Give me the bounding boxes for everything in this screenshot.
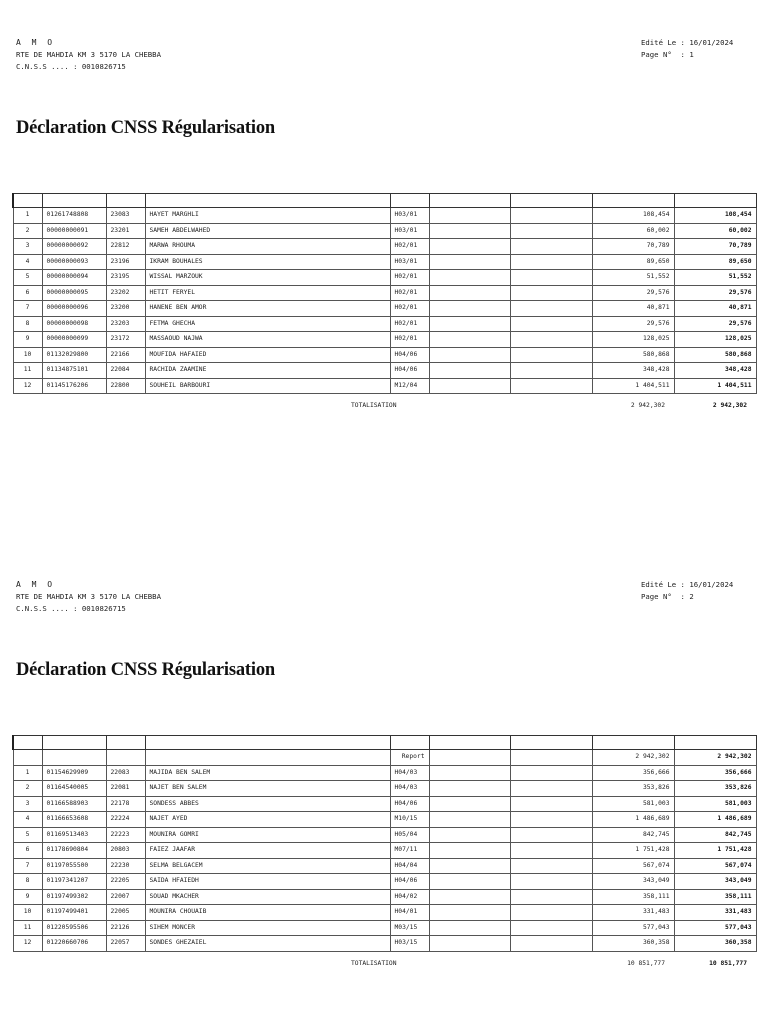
salary-amount: 581,003 bbox=[592, 796, 674, 812]
table-row bbox=[13, 843, 756, 859]
matricule: 01154629909 bbox=[42, 765, 106, 781]
row-number: 6 bbox=[13, 285, 42, 301]
salary-amount: 348,428 bbox=[592, 363, 674, 379]
salary-amount: 40,871 bbox=[592, 301, 674, 317]
page-number: Page N° : 2 bbox=[641, 592, 694, 601]
matricule: 01178690804 bbox=[42, 843, 106, 859]
empty-cell bbox=[510, 796, 592, 812]
totalisation-label: TOTALISATION bbox=[351, 402, 397, 409]
matricule: 01197499401 bbox=[42, 905, 106, 921]
employee-code: 23203 bbox=[106, 316, 145, 332]
matricule: 00000000094 bbox=[42, 270, 106, 286]
salary-amount: 108,454 bbox=[592, 208, 674, 224]
header-cell bbox=[145, 194, 390, 208]
page-number: Page N° : 1 bbox=[641, 50, 694, 59]
row-number: 7 bbox=[13, 858, 42, 874]
salary-total: 89,650 bbox=[674, 254, 756, 270]
employee-name: WISSAL MARZOUK bbox=[145, 270, 390, 286]
empty-cell bbox=[510, 781, 592, 797]
edit-date: Edité Le : 16/01/2024 bbox=[641, 580, 734, 589]
employee-name: SOUAD MKACHER bbox=[145, 889, 390, 905]
salary-total: 348,428 bbox=[674, 363, 756, 379]
company-address: RTE DE MAHDIA KM 3 5170 LA CHEBBA bbox=[16, 592, 161, 601]
employee-code: 23196 bbox=[106, 254, 145, 270]
period-code: H02/01 bbox=[390, 332, 429, 348]
empty-cell bbox=[510, 208, 592, 224]
empty-cell bbox=[510, 812, 592, 828]
employee-name: SIHEM MONCER bbox=[145, 920, 390, 936]
empty-cell bbox=[429, 858, 510, 874]
employee-name: MOUFIDA HAFAIED bbox=[145, 347, 390, 363]
employee-name: SAIDA HFAIEDH bbox=[145, 874, 390, 890]
table-row bbox=[13, 285, 756, 301]
header-cell bbox=[674, 194, 756, 208]
salary-total: 1 751,428 bbox=[674, 843, 756, 859]
employee-name: FAIEZ JAAFAR bbox=[145, 843, 390, 859]
salary-total: 29,576 bbox=[674, 316, 756, 332]
period-code: H02/01 bbox=[390, 270, 429, 286]
table-header-row bbox=[13, 194, 756, 208]
table-row bbox=[13, 316, 756, 332]
salary-amount: 89,650 bbox=[592, 254, 674, 270]
empty-cell bbox=[510, 827, 592, 843]
period-code: H02/01 bbox=[390, 316, 429, 332]
table-row bbox=[13, 920, 756, 936]
salary-total: 360,358 bbox=[674, 936, 756, 952]
salary-total: 577,043 bbox=[674, 920, 756, 936]
header-cell bbox=[674, 736, 756, 750]
empty-cell bbox=[510, 920, 592, 936]
salary-total: 580,868 bbox=[674, 347, 756, 363]
row-number: 1 bbox=[13, 765, 42, 781]
employee-name: HETIT FERYEL bbox=[145, 285, 390, 301]
employee-name: RACHIDA ZAAMINE bbox=[145, 363, 390, 379]
employee-code: 22084 bbox=[106, 363, 145, 379]
matricule: 01166588903 bbox=[42, 796, 106, 812]
row-number: 9 bbox=[13, 332, 42, 348]
salary-amount: 1 751,428 bbox=[592, 843, 674, 859]
employee-name: MOUNIRA GOMRI bbox=[145, 827, 390, 843]
period-code: M10/15 bbox=[390, 812, 429, 828]
salary-total: 358,111 bbox=[674, 889, 756, 905]
table-row bbox=[13, 363, 756, 379]
header-cell bbox=[429, 194, 510, 208]
empty-cell bbox=[429, 332, 510, 348]
period-code: M07/11 bbox=[390, 843, 429, 859]
period-code: M03/15 bbox=[390, 920, 429, 936]
employee-code: 22223 bbox=[106, 827, 145, 843]
period-code: H02/01 bbox=[390, 239, 429, 255]
row-number: 7 bbox=[13, 301, 42, 317]
page-title: Déclaration CNSS Régularisation bbox=[16, 660, 275, 680]
salary-amount: 29,576 bbox=[592, 316, 674, 332]
empty-cell bbox=[429, 378, 510, 394]
period-code: H03/15 bbox=[390, 936, 429, 952]
empty-cell bbox=[429, 285, 510, 301]
salary-amount: 51,552 bbox=[592, 270, 674, 286]
empty-cell bbox=[429, 781, 510, 797]
table-row bbox=[13, 378, 756, 394]
salary-amount: 567,074 bbox=[592, 858, 674, 874]
empty-cell bbox=[510, 316, 592, 332]
employee-code: 23195 bbox=[106, 270, 145, 286]
company-header bbox=[16, 37, 161, 73]
matricule: 00000000092 bbox=[42, 239, 106, 255]
header-cell bbox=[42, 194, 106, 208]
salary-amount: 580,868 bbox=[592, 347, 674, 363]
table-row bbox=[13, 270, 756, 286]
matricule: 01134875101 bbox=[42, 363, 106, 379]
totalisation-row bbox=[12, 402, 755, 414]
empty-cell bbox=[429, 936, 510, 952]
empty-cell bbox=[510, 223, 592, 239]
period-code: H03/01 bbox=[390, 223, 429, 239]
salary-total: 356,666 bbox=[674, 765, 756, 781]
empty-cell bbox=[510, 347, 592, 363]
row-number: 10 bbox=[13, 347, 42, 363]
empty-cell bbox=[429, 270, 510, 286]
report-amount: 2 942,302 bbox=[592, 750, 674, 766]
declaration-table bbox=[12, 735, 757, 952]
cnss-number: C.N.S.S .... : 0010826715 bbox=[16, 604, 126, 613]
employee-name: IKRAM BOUHALES bbox=[145, 254, 390, 270]
table-row bbox=[13, 858, 756, 874]
row-number: 5 bbox=[13, 827, 42, 843]
employee-code: 22083 bbox=[106, 765, 145, 781]
header-cell bbox=[429, 736, 510, 750]
empty-cell bbox=[429, 843, 510, 859]
empty-cell bbox=[510, 765, 592, 781]
totalisation-amount: 2 942,302 bbox=[630, 402, 665, 409]
table-row bbox=[13, 874, 756, 890]
matricule: 01197499302 bbox=[42, 889, 106, 905]
employee-code: 22007 bbox=[106, 889, 145, 905]
matricule: 01169513403 bbox=[42, 827, 106, 843]
employee-name: HAYET MARGHLI bbox=[145, 208, 390, 224]
empty-cell bbox=[510, 301, 592, 317]
salary-total: 108,454 bbox=[674, 208, 756, 224]
salary-total: 29,576 bbox=[674, 285, 756, 301]
salary-total: 353,826 bbox=[674, 781, 756, 797]
employee-code: 22178 bbox=[106, 796, 145, 812]
matricule: 01145176206 bbox=[42, 378, 106, 394]
empty-cell bbox=[510, 239, 592, 255]
matricule: 01220660706 bbox=[42, 936, 106, 952]
salary-total: 331,483 bbox=[674, 905, 756, 921]
employee-name: NAJET AYED bbox=[145, 812, 390, 828]
empty-cell bbox=[429, 301, 510, 317]
header-cell bbox=[145, 736, 390, 750]
row-number: 10 bbox=[13, 905, 42, 921]
header-cell bbox=[13, 736, 42, 750]
empty-cell bbox=[429, 827, 510, 843]
salary-amount: 360,358 bbox=[592, 936, 674, 952]
matricule: 01164540005 bbox=[42, 781, 106, 797]
row-number: 12 bbox=[13, 378, 42, 394]
empty-cell bbox=[429, 905, 510, 921]
empty-cell bbox=[429, 920, 510, 936]
matricule: 01261748808 bbox=[42, 208, 106, 224]
totalisation-amount: 10 851,777 bbox=[627, 960, 665, 967]
period-code: H04/02 bbox=[390, 889, 429, 905]
period-code: H02/01 bbox=[390, 301, 429, 317]
employee-code: 23202 bbox=[106, 285, 145, 301]
row-number: 4 bbox=[13, 812, 42, 828]
table-row bbox=[13, 905, 756, 921]
period-code: H04/04 bbox=[390, 858, 429, 874]
employee-code: 23172 bbox=[106, 332, 145, 348]
salary-total: 581,003 bbox=[674, 796, 756, 812]
empty-cell bbox=[429, 812, 510, 828]
empty-cell bbox=[510, 270, 592, 286]
totalisation-total: 10 851,777 bbox=[709, 960, 747, 967]
salary-amount: 70,789 bbox=[592, 239, 674, 255]
salary-total: 1 486,689 bbox=[674, 812, 756, 828]
empty-cell bbox=[429, 347, 510, 363]
employee-code: 22057 bbox=[106, 936, 145, 952]
matricule: 01132029800 bbox=[42, 347, 106, 363]
employee-code: 22205 bbox=[106, 874, 145, 890]
header-cell bbox=[13, 194, 42, 208]
salary-amount: 358,111 bbox=[592, 889, 674, 905]
period-code: H04/03 bbox=[390, 765, 429, 781]
table-row bbox=[13, 827, 756, 843]
empty-cell bbox=[510, 843, 592, 859]
employee-code: 23201 bbox=[106, 223, 145, 239]
employee-name: SOUHEIL BARBOURI bbox=[145, 378, 390, 394]
row-number: 9 bbox=[13, 889, 42, 905]
salary-total: 128,025 bbox=[674, 332, 756, 348]
employee-name: SELMA BELGACEM bbox=[145, 858, 390, 874]
table-row bbox=[13, 781, 756, 797]
empty-cell bbox=[510, 254, 592, 270]
table-row bbox=[13, 301, 756, 317]
employee-code: 22800 bbox=[106, 378, 145, 394]
employee-name: SONDES GHEZAIEL bbox=[145, 936, 390, 952]
empty-cell bbox=[429, 889, 510, 905]
company-address: RTE DE MAHDIA KM 3 5170 LA CHEBBA bbox=[16, 50, 161, 59]
table-row bbox=[13, 332, 756, 348]
empty-cell bbox=[145, 750, 390, 766]
salary-amount: 60,002 bbox=[592, 223, 674, 239]
header-cell bbox=[106, 194, 145, 208]
matricule: 00000000096 bbox=[42, 301, 106, 317]
period-code: H04/06 bbox=[390, 874, 429, 890]
salary-total: 40,871 bbox=[674, 301, 756, 317]
salary-amount: 1 486,689 bbox=[592, 812, 674, 828]
totalisation-label: TOTALISATION bbox=[351, 960, 397, 967]
empty-cell bbox=[429, 254, 510, 270]
table-row bbox=[13, 239, 756, 255]
salary-total: 842,745 bbox=[674, 827, 756, 843]
cnss-number: C.N.S.S .... : 0010826715 bbox=[16, 62, 126, 71]
matricule: 00000000099 bbox=[42, 332, 106, 348]
salary-total: 51,552 bbox=[674, 270, 756, 286]
empty-cell bbox=[510, 874, 592, 890]
header-cell bbox=[390, 194, 429, 208]
empty-cell bbox=[429, 223, 510, 239]
empty-cell bbox=[510, 378, 592, 394]
row-number: 8 bbox=[13, 316, 42, 332]
table-row bbox=[13, 223, 756, 239]
empty-cell bbox=[106, 750, 145, 766]
company-header bbox=[16, 579, 161, 615]
empty-cell bbox=[510, 332, 592, 348]
table-row bbox=[13, 347, 756, 363]
employee-code: 23200 bbox=[106, 301, 145, 317]
salary-total: 343,049 bbox=[674, 874, 756, 890]
empty-cell bbox=[510, 285, 592, 301]
row-number: 12 bbox=[13, 936, 42, 952]
employee-code: 22166 bbox=[106, 347, 145, 363]
period-code: H02/01 bbox=[390, 285, 429, 301]
empty-cell bbox=[510, 750, 592, 766]
header-cell bbox=[592, 736, 674, 750]
employee-code: 23083 bbox=[106, 208, 145, 224]
empty-cell bbox=[429, 316, 510, 332]
period-code: H04/06 bbox=[390, 347, 429, 363]
salary-amount: 577,043 bbox=[592, 920, 674, 936]
employee-name: MAJIDA BEN SALEM bbox=[145, 765, 390, 781]
salary-amount: 353,826 bbox=[592, 781, 674, 797]
employee-code: 22126 bbox=[106, 920, 145, 936]
empty-cell bbox=[429, 750, 510, 766]
row-number: 11 bbox=[13, 363, 42, 379]
company-name: A M O bbox=[16, 38, 56, 47]
period-code: H03/01 bbox=[390, 208, 429, 224]
employee-code: 22812 bbox=[106, 239, 145, 255]
edit-date: Edité Le : 16/01/2024 bbox=[641, 38, 734, 47]
salary-amount: 356,666 bbox=[592, 765, 674, 781]
empty-cell bbox=[429, 239, 510, 255]
table-row bbox=[13, 208, 756, 224]
salary-total: 567,074 bbox=[674, 858, 756, 874]
employee-code: 22081 bbox=[106, 781, 145, 797]
salary-total: 70,789 bbox=[674, 239, 756, 255]
table-row bbox=[13, 765, 756, 781]
employee-name: NAJET BEN SALEM bbox=[145, 781, 390, 797]
salary-total: 1 404,511 bbox=[674, 378, 756, 394]
employee-name: SAMEH ABDELWAHED bbox=[145, 223, 390, 239]
salary-amount: 1 404,511 bbox=[592, 378, 674, 394]
empty-cell bbox=[429, 874, 510, 890]
report-row bbox=[13, 750, 756, 766]
empty-cell bbox=[510, 936, 592, 952]
row-number: 1 bbox=[13, 208, 42, 224]
period-code: H04/03 bbox=[390, 781, 429, 797]
period-code: H03/01 bbox=[390, 254, 429, 270]
table-row bbox=[13, 889, 756, 905]
matricule: 00000000093 bbox=[42, 254, 106, 270]
salary-amount: 331,483 bbox=[592, 905, 674, 921]
empty-cell bbox=[13, 750, 42, 766]
empty-cell bbox=[429, 796, 510, 812]
declaration-table bbox=[12, 193, 757, 394]
empty-cell bbox=[510, 905, 592, 921]
period-code: H04/06 bbox=[390, 363, 429, 379]
empty-cell bbox=[42, 750, 106, 766]
empty-cell bbox=[429, 363, 510, 379]
salary-total: 60,002 bbox=[674, 223, 756, 239]
empty-cell bbox=[510, 363, 592, 379]
employee-name: SONDESS ABBES bbox=[145, 796, 390, 812]
header-cell bbox=[592, 194, 674, 208]
row-number: 6 bbox=[13, 843, 42, 859]
header-cell bbox=[42, 736, 106, 750]
period-code: M12/04 bbox=[390, 378, 429, 394]
header-cell bbox=[510, 736, 592, 750]
period-code: H04/06 bbox=[390, 796, 429, 812]
employee-code: 20803 bbox=[106, 843, 145, 859]
edition-info bbox=[641, 37, 733, 61]
header-cell bbox=[390, 736, 429, 750]
period-code: H05/04 bbox=[390, 827, 429, 843]
empty-cell bbox=[510, 858, 592, 874]
totalisation-row bbox=[12, 960, 755, 972]
table-header-row bbox=[13, 736, 756, 750]
row-number: 2 bbox=[13, 781, 42, 797]
employee-name: FETMA GHECHA bbox=[145, 316, 390, 332]
table-row bbox=[13, 254, 756, 270]
employee-code: 22230 bbox=[106, 858, 145, 874]
employee-name: MARWA RHOUMA bbox=[145, 239, 390, 255]
salary-amount: 29,576 bbox=[592, 285, 674, 301]
page-title: Déclaration CNSS Régularisation bbox=[16, 118, 275, 138]
matricule: 01166653608 bbox=[42, 812, 106, 828]
matricule: 01197055500 bbox=[42, 858, 106, 874]
employee-name: MOUNIRA CHOUAIB bbox=[145, 905, 390, 921]
row-number: 5 bbox=[13, 270, 42, 286]
report-label: Report bbox=[390, 750, 429, 766]
table-row bbox=[13, 796, 756, 812]
matricule: 00000000098 bbox=[42, 316, 106, 332]
edition-info bbox=[641, 579, 733, 603]
employee-code: 22224 bbox=[106, 812, 145, 828]
row-number: 11 bbox=[13, 920, 42, 936]
matricule: 01220595506 bbox=[42, 920, 106, 936]
empty-cell bbox=[429, 208, 510, 224]
salary-amount: 343,049 bbox=[592, 874, 674, 890]
employee-name: MASSAOUD NAJWA bbox=[145, 332, 390, 348]
row-number: 4 bbox=[13, 254, 42, 270]
empty-cell bbox=[429, 765, 510, 781]
matricule: 01197341207 bbox=[42, 874, 106, 890]
empty-cell bbox=[510, 889, 592, 905]
salary-amount: 128,025 bbox=[592, 332, 674, 348]
matricule: 00000000091 bbox=[42, 223, 106, 239]
salary-amount: 842,745 bbox=[592, 827, 674, 843]
company-name: A M O bbox=[16, 580, 56, 589]
period-code: H04/01 bbox=[390, 905, 429, 921]
employee-name: HANENE BEN AMOR bbox=[145, 301, 390, 317]
row-number: 2 bbox=[13, 223, 42, 239]
row-number: 8 bbox=[13, 874, 42, 890]
header-cell bbox=[510, 194, 592, 208]
totalisation-total: 2 942,302 bbox=[712, 402, 747, 409]
header-cell bbox=[106, 736, 145, 750]
row-number: 3 bbox=[13, 239, 42, 255]
employee-code: 22005 bbox=[106, 905, 145, 921]
table-row bbox=[13, 812, 756, 828]
row-number: 3 bbox=[13, 796, 42, 812]
table-row bbox=[13, 936, 756, 952]
matricule: 00000000095 bbox=[42, 285, 106, 301]
report-total: 2 942,302 bbox=[674, 750, 756, 766]
